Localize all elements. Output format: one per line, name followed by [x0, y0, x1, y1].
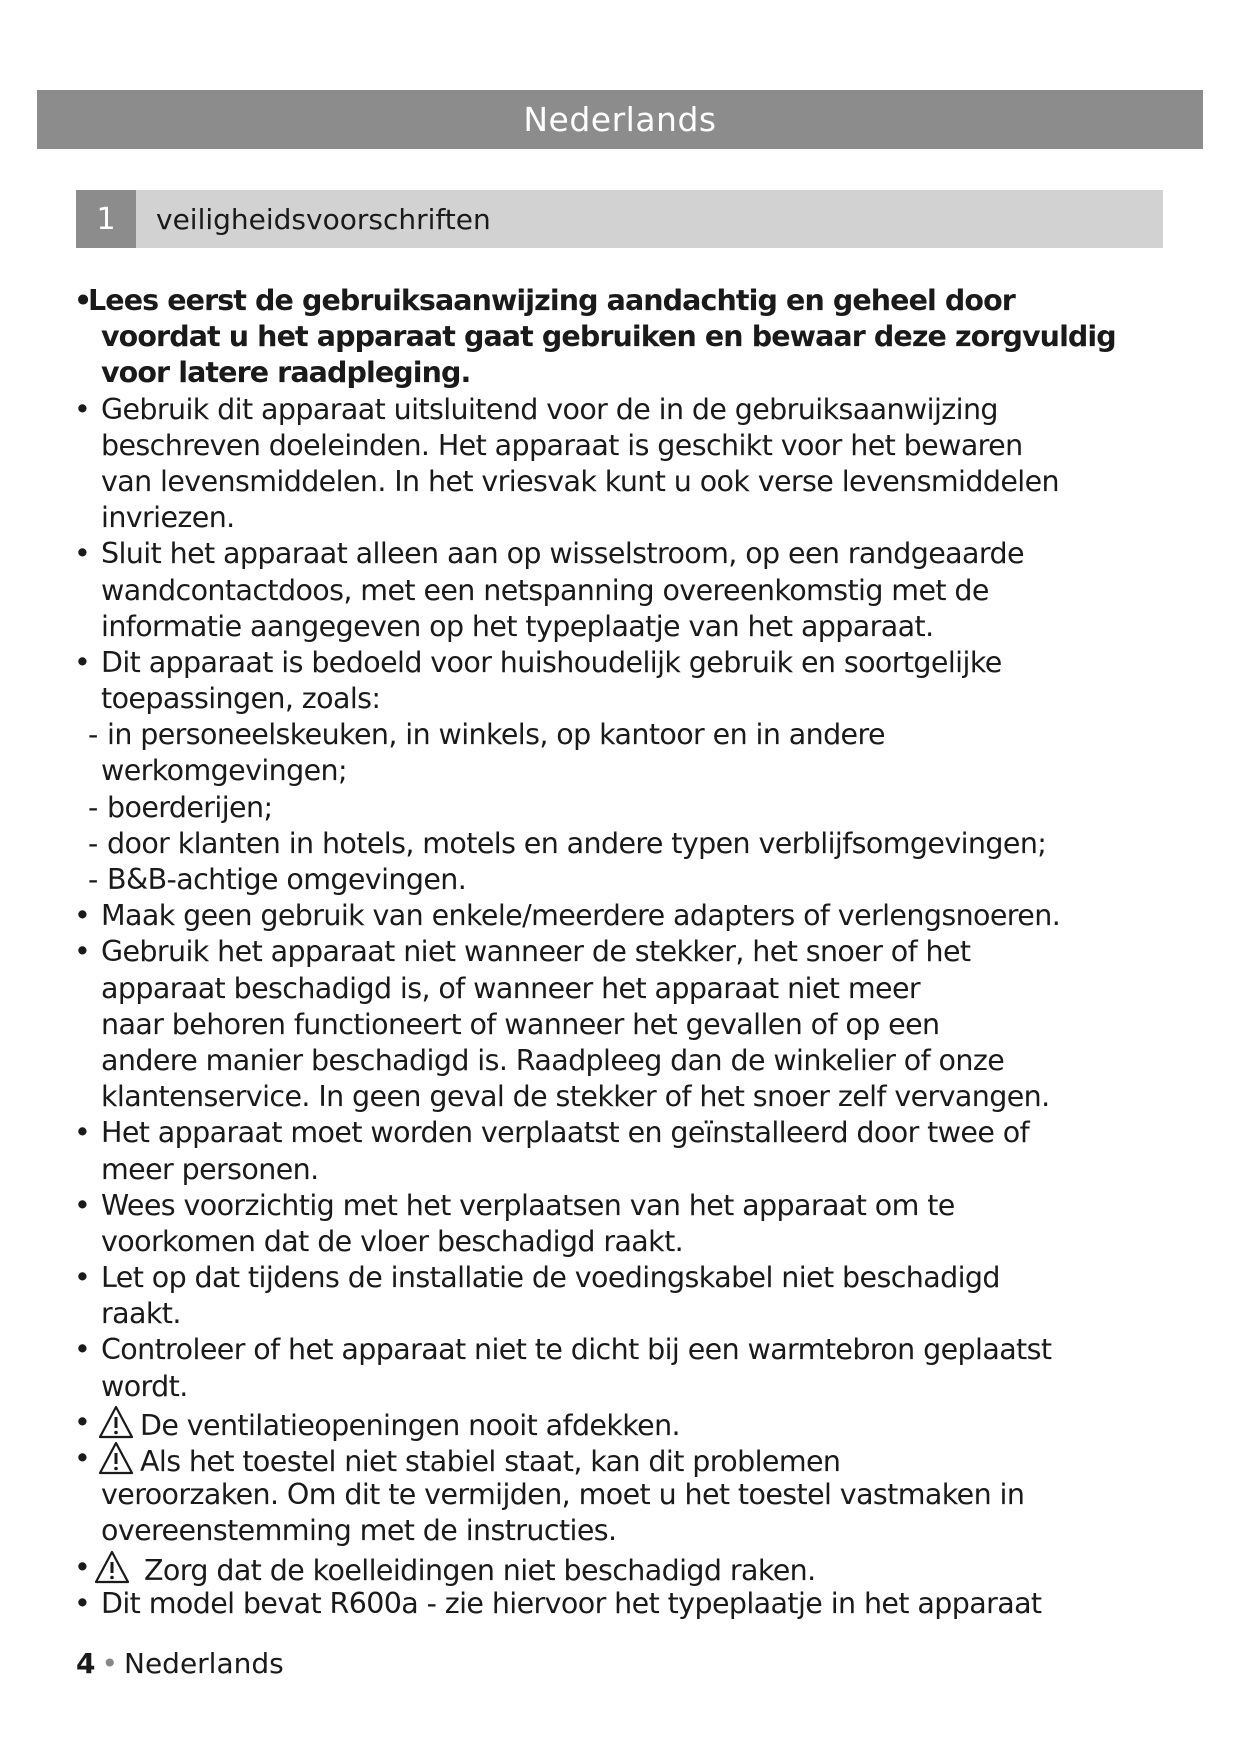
dash: - [88, 718, 98, 752]
item-text: Gebruik het apparaat niet wanneer de stekker, het snoer of het [101, 935, 971, 969]
item-text: Gebruik dit apparaat uitsluitend voor de in de gebruiksaanwijzing [101, 392, 998, 426]
item-text: De ventilatieopeningen nooit afdekken. [140, 1408, 681, 1442]
item-text: meer personen. [101, 1152, 319, 1186]
list-item [74, 934, 1184, 1115]
dash: - [88, 826, 98, 860]
item-text: voor latere raadpleging. [101, 356, 471, 390]
list-item [74, 536, 1184, 645]
item-text: Zorg dat de koelleidingen niet beschadigd raken. [144, 1553, 816, 1587]
item-text: Controleer of het apparaat niet te dicht bij een warmtebron geplaatst [101, 1333, 1052, 1367]
item-text: B&B-achtige omgevingen. [107, 863, 467, 896]
item-text: Lees eerst de gebruiksaanwijzing aandachtig en geheel door [88, 284, 1015, 317]
item-text: van levensmiddelen. In het vriesvak kunt u ook verse levensmiddelen [101, 464, 1059, 498]
item-text: veroorzaken. Om dit te vermijden, moet u het toestel vastmaken in [101, 1478, 1025, 1512]
section-number: 1 [76, 190, 136, 248]
page-number: 4 [76, 1647, 96, 1680]
list-item [74, 1405, 1184, 1441]
item-text: invriezen. [101, 501, 235, 535]
list-item [74, 645, 1184, 717]
bullet: • [74, 935, 91, 969]
sub-list-item [74, 790, 1184, 826]
item-text: Het apparaat moet worden verplaatst en geïnstalleerd door twee of [101, 1116, 1030, 1150]
list-item [74, 283, 1184, 392]
item-text: Als het toestel niet stabiel staat, kan dit problemen [140, 1445, 841, 1478]
list-item [74, 1188, 1184, 1260]
list-item [74, 1260, 1184, 1332]
item-text: Dit apparaat is bedoeld voor huishoudelijk gebruik en soortgelijke [101, 645, 1002, 679]
list-item [74, 1115, 1184, 1187]
bullet: • [74, 284, 92, 317]
item-text: andere manier beschadigd is. Raadpleeg dan de winkelier of onze [101, 1043, 1005, 1077]
list-item [74, 1550, 1184, 1586]
footer-language: Nederlands [124, 1647, 284, 1680]
bullet: • [74, 537, 91, 571]
bullet: • [74, 1116, 91, 1150]
bullet: • [74, 1333, 91, 1367]
item-text: Dit model bevat R600a - zie hiervoor het typeplaatje in het apparaat [101, 1586, 1042, 1620]
bullet: • [74, 645, 91, 679]
bullet: • [74, 1261, 91, 1295]
item-text: Let op dat tijdens de installatie de voedingskabel niet beschadigd [101, 1261, 1000, 1295]
language-banner [37, 90, 1203, 149]
bullet: • [74, 1550, 91, 1584]
page-footer [76, 1647, 284, 1680]
bullet: • [74, 392, 91, 426]
list-item [74, 1586, 1184, 1622]
warning-icon [98, 1405, 134, 1439]
dash: - [88, 790, 98, 824]
safety-instructions-list [74, 283, 1184, 1622]
item-text: overeenstemming met de instructies. [101, 1514, 617, 1548]
dash: - [88, 863, 98, 896]
warning-icon [98, 1441, 134, 1475]
item-text: in personeelskeuken, in winkels, op kantoor en in andere [107, 718, 885, 752]
item-text: boerderijen; [107, 790, 273, 824]
list-item [74, 1441, 1184, 1550]
item-text: klantenservice. In geen geval de stekker of het snoer zelf vervangen. [101, 1080, 1050, 1114]
footer-separator: • [101, 1647, 118, 1680]
item-text: toepassingen, zoals: [101, 682, 381, 716]
bullet: • [74, 899, 91, 933]
sub-list-item [74, 862, 1184, 898]
item-text: raakt. [101, 1297, 181, 1331]
item-text: Wees voorzichtig met het verplaatsen van het apparaat om te [101, 1188, 955, 1222]
bullet: • [74, 1586, 91, 1620]
language-banner-title: Nederlands [523, 100, 717, 139]
item-text: Sluit het apparaat alleen aan op wisselstroom, op een randgeaarde [101, 537, 1024, 571]
warning-icon [94, 1550, 130, 1584]
item-text: wordt. [101, 1369, 188, 1403]
item-text: Maak geen gebruik van enkele/meerdere adapters of verlengsnoeren. [101, 899, 1061, 933]
item-text: werkomgevingen; [101, 754, 348, 788]
bullet: • [74, 1188, 91, 1222]
item-text: wandcontactdoos, met een netspanning overeenkomstig met de [101, 573, 989, 607]
list-item [74, 1332, 1184, 1404]
item-text: naar behoren functioneert of wanneer het gevallen of op een [101, 1007, 940, 1041]
item-text: apparaat beschadigd is, of wanneer het apparaat niet meer [101, 971, 920, 1005]
list-item [74, 898, 1184, 934]
section-title: veiligheidsvoorschriften [156, 202, 491, 236]
list-item [74, 392, 1184, 537]
item-text: beschreven doeleinden. Het apparaat is geschikt voor het bewaren [101, 428, 1023, 462]
sub-list-item [74, 826, 1184, 862]
bullet: • [74, 1405, 91, 1439]
item-text: voorkomen dat de vloer beschadigd raakt. [101, 1224, 684, 1258]
sub-list-item [74, 717, 1184, 789]
item-text: voordat u het apparaat gaat gebruiken en bewaar deze zorgvuldig [101, 320, 1116, 354]
item-text: door klanten in hotels, motels en andere typen verblijfsomgevingen; [107, 826, 1047, 860]
item-text: informatie aangegeven op het typeplaatje van het apparaat. [101, 609, 934, 643]
section-header [76, 190, 1163, 248]
bullet: • [74, 1442, 91, 1475]
